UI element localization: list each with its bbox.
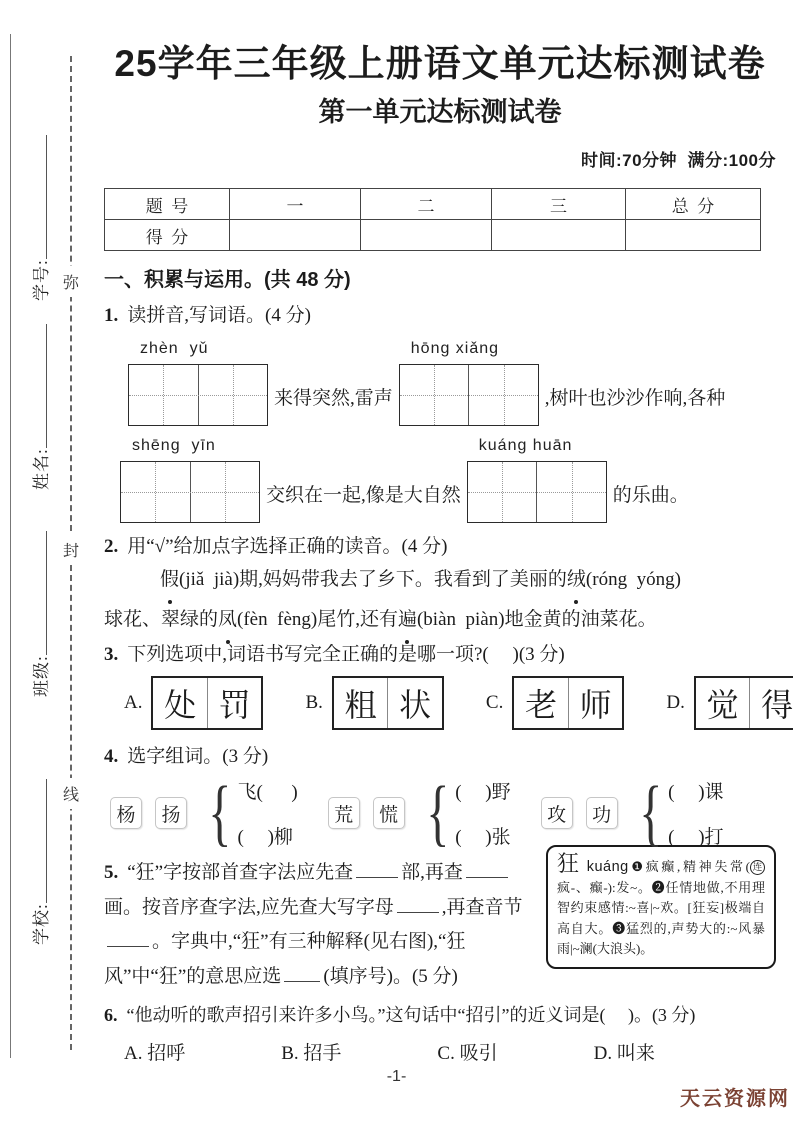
dict-headword: 狂	[557, 851, 582, 876]
word-char: 得	[749, 678, 793, 728]
section-1-title: 一、积累与运用。(共 48 分)	[104, 269, 351, 291]
option-label: B.	[305, 692, 323, 713]
q6-options-row	[124, 1038, 776, 1065]
q4-fill-bottom: ( )打	[668, 827, 724, 848]
q1-title: 读拼音,写词语。(4 分)	[127, 305, 311, 326]
watermark: 天云资源网	[680, 1088, 790, 1110]
dotted-char: 假	[160, 560, 179, 600]
q4-title: 选字组词。(3 分)	[127, 746, 269, 767]
option-label: A.	[124, 692, 143, 713]
q5-number: 5.	[104, 862, 119, 883]
char-tag: 扬	[155, 797, 187, 829]
q4-group-gong	[541, 772, 724, 854]
page-number: -1-	[386, 1068, 407, 1085]
writing-box	[120, 461, 260, 523]
writing-cell	[468, 462, 537, 522]
pinyin-label: shēng yīn	[132, 437, 216, 454]
q5-segment: (填序号)。(5 分)	[323, 965, 458, 987]
word-box	[694, 676, 793, 730]
q5-segment: 部,再查	[401, 862, 463, 883]
circled-lian-icon: 连	[750, 860, 765, 875]
q6-number: 6.	[104, 1005, 118, 1025]
pinyin-box-zhenyu	[128, 340, 268, 426]
blank-line	[466, 858, 508, 878]
score-table-score-row	[105, 220, 761, 251]
option-label: C.	[485, 692, 504, 713]
dotted-char: 凤	[218, 600, 237, 640]
writing-cell	[536, 462, 606, 522]
q2-text-segment: (fèn fèng)尾竹,还有	[237, 609, 398, 630]
blank-line	[107, 927, 149, 947]
q5-segment: “狂”字按部首查字法应先查	[127, 862, 354, 883]
dict-pinyin: kuáng	[586, 859, 629, 875]
writing-box	[467, 461, 607, 523]
q4-fill-top: ( )课	[668, 782, 724, 803]
word-char: 罚	[207, 678, 262, 728]
q5-segment: “狂风”中“狂”的意思应选	[104, 931, 466, 987]
q1-number: 1.	[104, 305, 119, 326]
main-content	[104, 40, 793, 1065]
char-tag: 功	[586, 797, 618, 829]
dotted-char: 遍	[398, 600, 417, 640]
sidebar-field-class	[27, 507, 53, 697]
q6-option-a: A. 招呼	[124, 1043, 186, 1064]
class-write-line	[32, 531, 47, 655]
dict-definition-segment: 疯-、癫-):发~。❷任情地做,不用理智约束感情:~喜|~欢。[狂妄]极端自高自大。❸猛烈的,声势大的:~风暴雨|~澜(大浪头)。	[557, 879, 765, 956]
pinyin-box-hongxiang	[399, 340, 539, 426]
word-box	[332, 676, 444, 730]
writing-cell	[129, 365, 198, 425]
score-header-cell: 一	[230, 189, 361, 220]
q6-option-b: B. 招手	[281, 1043, 342, 1064]
q3-number: 3.	[104, 644, 119, 665]
q6-option-c: C. 吸引	[437, 1043, 498, 1064]
score-header-cell: 三	[492, 189, 626, 220]
q1-text-segment: 交织在一起,像是大自然	[266, 485, 461, 506]
score-empty-cell	[626, 220, 761, 251]
sidebar-field-school	[27, 755, 53, 945]
q1-text-segment: 来得突然,雷声	[274, 388, 393, 409]
word-char: 老	[525, 687, 558, 723]
q4-fill-lines	[668, 776, 723, 850]
word-char: 师	[568, 678, 623, 728]
q3-title: 下列选项中,词语书写完全正确的是哪一项?( )(3 分)	[127, 644, 565, 665]
score-table-header-row	[105, 189, 761, 220]
exam-meta: 时间:70分钟 满分:100分	[580, 151, 776, 170]
char-tag: 杨	[110, 797, 142, 829]
school-write-line	[32, 779, 47, 903]
writing-cell	[468, 365, 538, 425]
dict-definition-segment: ❶疯癫,精神失常(	[628, 859, 750, 874]
score-row-label: 得 分	[105, 220, 230, 251]
page-subtitle: 第一单元达标测试卷	[318, 97, 562, 127]
q3-option-a	[124, 676, 263, 730]
brace-icon: {	[425, 772, 450, 854]
q4-header	[104, 744, 776, 770]
pinyin-box-kuanghuan	[467, 437, 607, 523]
q2-text-segment: (biàn piàn)地金黄的油菜花。	[416, 609, 657, 630]
word-box	[512, 676, 624, 730]
char-tag: 攻	[541, 797, 573, 829]
char-tag: 荒	[328, 797, 360, 829]
dictionary-entry-box	[546, 845, 776, 969]
q5-segment: 音节	[484, 896, 523, 918]
word-char: 粗	[344, 687, 377, 723]
writing-cell	[121, 462, 190, 522]
q5-question-text	[104, 856, 542, 994]
writing-cell	[400, 365, 469, 425]
name-label: 姓名:	[32, 448, 51, 490]
q4-fill-lines	[455, 776, 510, 850]
q6-title: “他动听的歌声招引来许多小鸟。”这句话中“招引”的近义词是( )。(3 分)	[126, 1005, 696, 1025]
writing-box	[399, 364, 539, 426]
dotted-char: 绒	[567, 560, 586, 600]
q6-option-d: D. 叫来	[593, 1043, 655, 1064]
brace-icon: {	[638, 772, 662, 854]
name-write-line	[32, 324, 47, 448]
school-label: 学校:	[32, 903, 51, 945]
char-tag: 慌	[373, 797, 405, 829]
q5-segment: ,再查	[441, 896, 485, 918]
blank-line	[356, 858, 398, 878]
q1-line-1	[128, 340, 776, 426]
q2-sentence-line-2	[104, 600, 776, 640]
q4-fill-bottom: ( )张	[455, 827, 511, 848]
q4-number: 4.	[104, 746, 119, 767]
writing-box	[128, 364, 268, 426]
q4-fill-lines	[238, 776, 298, 850]
seal-char-xian: 线	[61, 778, 81, 809]
q2-text-segment: 球花、翠绿的	[104, 609, 219, 630]
q4-fill-top: 飞( )	[237, 782, 298, 803]
q5-segment: 画。按音序查字法,应先查大写字母	[104, 896, 394, 918]
q4-group-huang	[328, 772, 511, 854]
student-id-write-line	[32, 135, 47, 259]
q2-sentence-line-1	[104, 560, 776, 600]
pinyin-label: hōng xiǎng	[410, 340, 500, 357]
q2-number: 2.	[104, 536, 119, 557]
word-char: 状	[387, 678, 442, 728]
seal-char-feng: 封	[61, 534, 81, 565]
score-table	[104, 188, 761, 251]
score-empty-cell	[492, 220, 626, 251]
q5-segment: 。字典中,“狂”有三种解释(见右图),	[152, 931, 439, 952]
blank-line	[397, 893, 439, 913]
brace-icon: {	[208, 772, 232, 854]
writing-cell	[190, 462, 260, 522]
pinyin-label: kuáng huān	[478, 437, 573, 454]
q1-text-segment: 的乐曲。	[612, 485, 689, 506]
score-empty-cell	[230, 220, 361, 251]
class-label: 班级:	[32, 655, 51, 697]
q2-header	[104, 534, 776, 560]
blank-line	[284, 962, 320, 982]
q4-fill-bottom: ( )柳	[237, 827, 293, 848]
q2-title: 用“√”给加点字选择正确的读音。(4 分)	[127, 536, 448, 557]
q6-header	[104, 1002, 776, 1028]
page-left-border	[10, 34, 11, 1058]
score-header-cell: 题 号	[105, 189, 230, 220]
sidebar-field-name	[27, 300, 53, 490]
score-empty-cell	[361, 220, 492, 251]
q3-option-d	[666, 676, 793, 730]
word-box	[151, 676, 263, 730]
q3-header	[104, 642, 776, 668]
word-char: 觉	[706, 687, 739, 723]
q4-fill-top: ( )野	[455, 782, 511, 803]
pinyin-box-shengyin	[120, 437, 260, 523]
score-header-cell: 总 分	[626, 189, 761, 220]
q3-option-b	[305, 676, 443, 730]
q3-options-row	[124, 676, 793, 730]
seal-char-mi: 弥	[61, 266, 81, 297]
q4-groups-row	[110, 772, 776, 854]
q5-block	[104, 851, 776, 994]
option-label: D.	[666, 692, 685, 713]
q1-line-2	[120, 437, 776, 523]
pinyin-label: zhèn yǔ	[140, 340, 209, 357]
student-id-label: 学号:	[32, 259, 51, 301]
sidebar-field-student-id	[27, 111, 53, 301]
writing-cell	[198, 365, 268, 425]
page-title: 25学年三年级上册语文单元达标测试卷	[114, 43, 766, 84]
word-char: 处	[164, 687, 197, 723]
score-header-cell: 二	[361, 189, 492, 220]
q1-header	[104, 303, 776, 329]
q1-text-segment: ,树叶也沙沙作响,各种	[544, 388, 726, 409]
q2-text-segment: (jiǎ jià)期,妈妈带我去了乡下。我看到了美丽的	[179, 569, 567, 590]
q4-group-yang	[110, 772, 298, 854]
q3-option-c	[486, 676, 624, 730]
q2-text-segment: (róng yóng)	[585, 569, 681, 590]
